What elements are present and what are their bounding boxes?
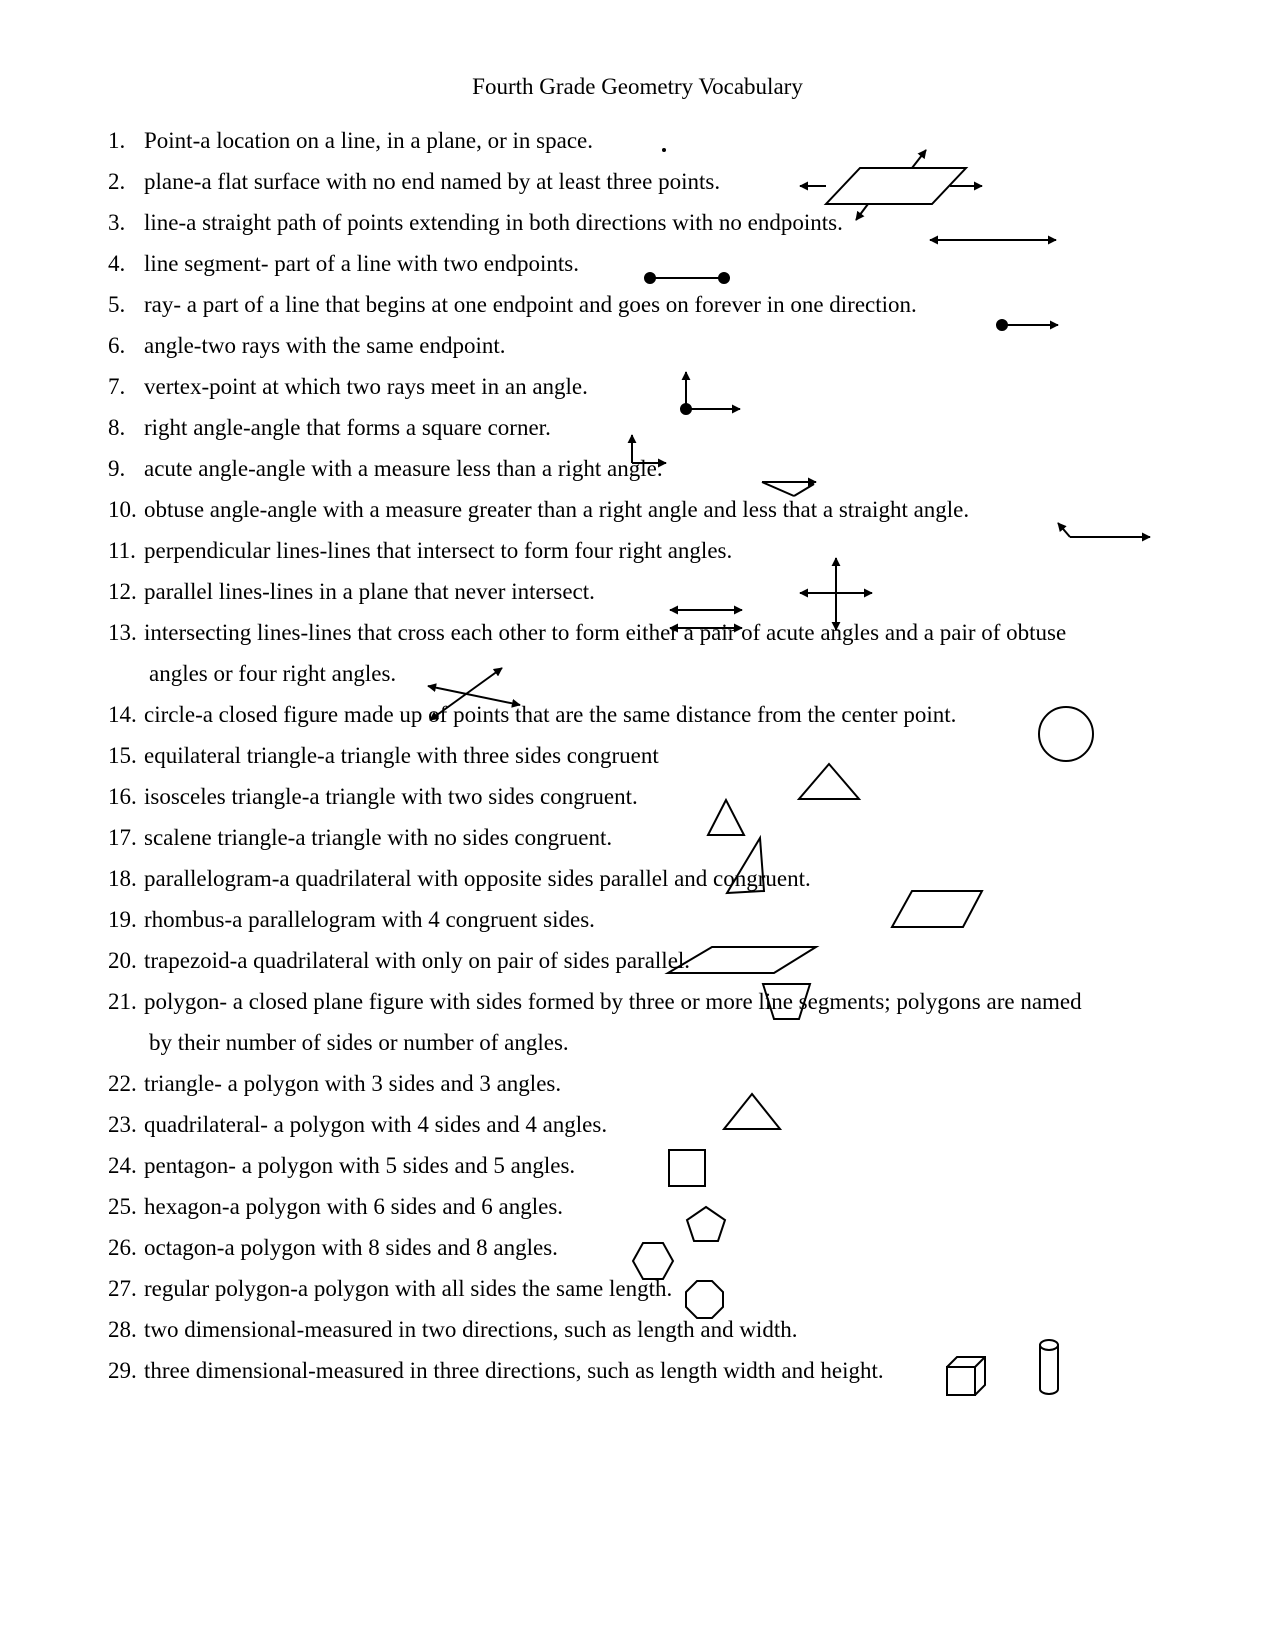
vocab-item-13-continued: angles or four right angles.	[149, 661, 397, 686]
item-number: 17.	[108, 825, 137, 850]
item-number: 24.	[108, 1153, 137, 1178]
item-number: 13.	[108, 620, 137, 645]
item-number: 5.	[108, 292, 126, 317]
item-text: equilateral triangle-a triangle with three sides congruent	[144, 743, 659, 768]
item-text: angle-two rays with the same endpoint.	[144, 333, 506, 358]
item-text: Point-a location on a line, in a plane, or in space.	[144, 128, 594, 153]
plane-icon	[800, 150, 982, 220]
item-number: 2.	[108, 169, 126, 194]
rhombus-icon	[668, 947, 816, 973]
cube-icon	[947, 1357, 985, 1395]
item-text: parallel lines-lines in a plane that never intersect.	[144, 579, 595, 604]
triangle-icon	[724, 1094, 780, 1129]
square-icon	[669, 1150, 705, 1186]
isosceles-triangle-icon	[708, 800, 744, 835]
item-number: 14.	[108, 702, 137, 727]
intersecting-lines-icon	[428, 668, 520, 720]
item-text: acute angle-angle with a measure less than a right angle.	[144, 456, 663, 481]
page-title: Fourth Grade Geometry Vocabulary	[472, 74, 803, 99]
item-text: vertex-point at which two rays meet in an angle.	[144, 374, 588, 399]
equilateral-triangle-icon	[799, 764, 859, 799]
item-number: 12.	[108, 579, 137, 604]
item-text: obtuse angle-angle with a measure greater than a right angle and less that a straight angle.	[144, 497, 970, 522]
item-number: 25.	[108, 1194, 137, 1219]
hexagon-icon	[633, 1243, 673, 1279]
item-text: quadrilateral- a polygon with 4 sides and 4 angles.	[144, 1112, 608, 1137]
item-text: circle-a closed figure made up of points that are the same distance from the center point.	[144, 702, 957, 727]
item-text: trapezoid-a quadrilateral with only on pair of sides parallel.	[144, 948, 691, 973]
item-number: 22.	[108, 1071, 137, 1096]
item-number: 4.	[108, 251, 126, 276]
item-text: rhombus-a parallelogram with 4 congruent sides.	[144, 907, 595, 932]
item-number: 1.	[108, 128, 126, 153]
item-text: pentagon- a polygon with 5 sides and 5 angles.	[144, 1153, 576, 1178]
item-number: 9.	[108, 456, 126, 481]
item-number: 28.	[108, 1317, 137, 1342]
item-number: 21.	[108, 989, 137, 1014]
ray-icon	[997, 320, 1058, 330]
item-number: 8.	[108, 415, 126, 440]
cylinder-icon	[1040, 1340, 1058, 1394]
item-number: 11.	[108, 538, 136, 563]
perpendicular-lines-icon	[800, 558, 872, 630]
octagon-icon	[686, 1281, 723, 1318]
item-number: 23.	[108, 1112, 137, 1137]
item-text: hexagon-a polygon with 6 sides and 6 angles.	[144, 1194, 564, 1219]
point-icon	[662, 148, 666, 152]
item-text: scalene triangle-a triangle with no sides congruent.	[144, 825, 613, 850]
item-number: 16.	[108, 784, 137, 809]
vertex-icon	[681, 372, 740, 414]
trapezoid-icon	[763, 984, 810, 1019]
item-text: regular polygon-a polygon with all sides the same length.	[144, 1276, 673, 1301]
pentagon-icon	[687, 1207, 725, 1241]
item-text: line-a straight path of points extending in both directions with no endpoints.	[144, 210, 843, 235]
item-number: 3.	[108, 210, 126, 235]
item-number: 6.	[108, 333, 126, 358]
acute-angle-icon	[762, 482, 816, 496]
obtuse-angle-icon	[1058, 523, 1150, 537]
item-text: triangle- a polygon with 3 sides and 3 angles.	[144, 1071, 562, 1096]
item-text: polygon- a closed plane figure with sides formed by three or more line segments; polygons are named	[144, 989, 1082, 1014]
item-number: 7.	[108, 374, 126, 399]
item-number: 18.	[108, 866, 137, 891]
item-text: octagon-a polygon with 8 sides and 8 angles.	[144, 1235, 558, 1260]
item-text: three dimensional-measured in three directions, such as length width and height.	[144, 1358, 884, 1383]
line-segment-icon	[645, 273, 729, 283]
right-angle-icon	[632, 435, 666, 463]
item-number: 27.	[108, 1276, 137, 1301]
item-number: 10.	[108, 497, 137, 522]
item-number: 26.	[108, 1235, 137, 1260]
item-text: isosceles triangle-a triangle with two sides congruent.	[144, 784, 638, 809]
item-text: line segment- part of a line with two endpoints.	[144, 251, 579, 276]
item-number: 20.	[108, 948, 137, 973]
item-number: 15.	[108, 743, 137, 768]
item-number: 29.	[108, 1358, 137, 1383]
parallelogram-icon	[892, 891, 982, 927]
scalene-triangle-icon	[727, 838, 764, 893]
item-number: 19.	[108, 907, 137, 932]
item-text: perpendicular lines-lines that intersect to form four right angles.	[144, 538, 733, 563]
item-text: ray- a part of a line that begins at one endpoint and goes on forever in one direction.	[144, 292, 917, 317]
parallel-lines-icon	[670, 610, 742, 628]
item-text: parallelogram-a quadrilateral with opposite sides parallel and congruent.	[144, 866, 811, 891]
circle-icon	[1039, 707, 1093, 761]
item-text: right angle-angle that forms a square corner.	[144, 415, 551, 440]
item-text: plane-a flat surface with no end named by at least three points.	[144, 169, 721, 194]
item-text: two dimensional-measured in two directions, such as length and width.	[144, 1317, 798, 1342]
item-text: intersecting lines-lines that cross each other to form either a pair of acute angles and a pair of obtuse	[144, 620, 1067, 645]
vocab-item-21-continued: by their number of sides or number of angles.	[149, 1030, 569, 1055]
